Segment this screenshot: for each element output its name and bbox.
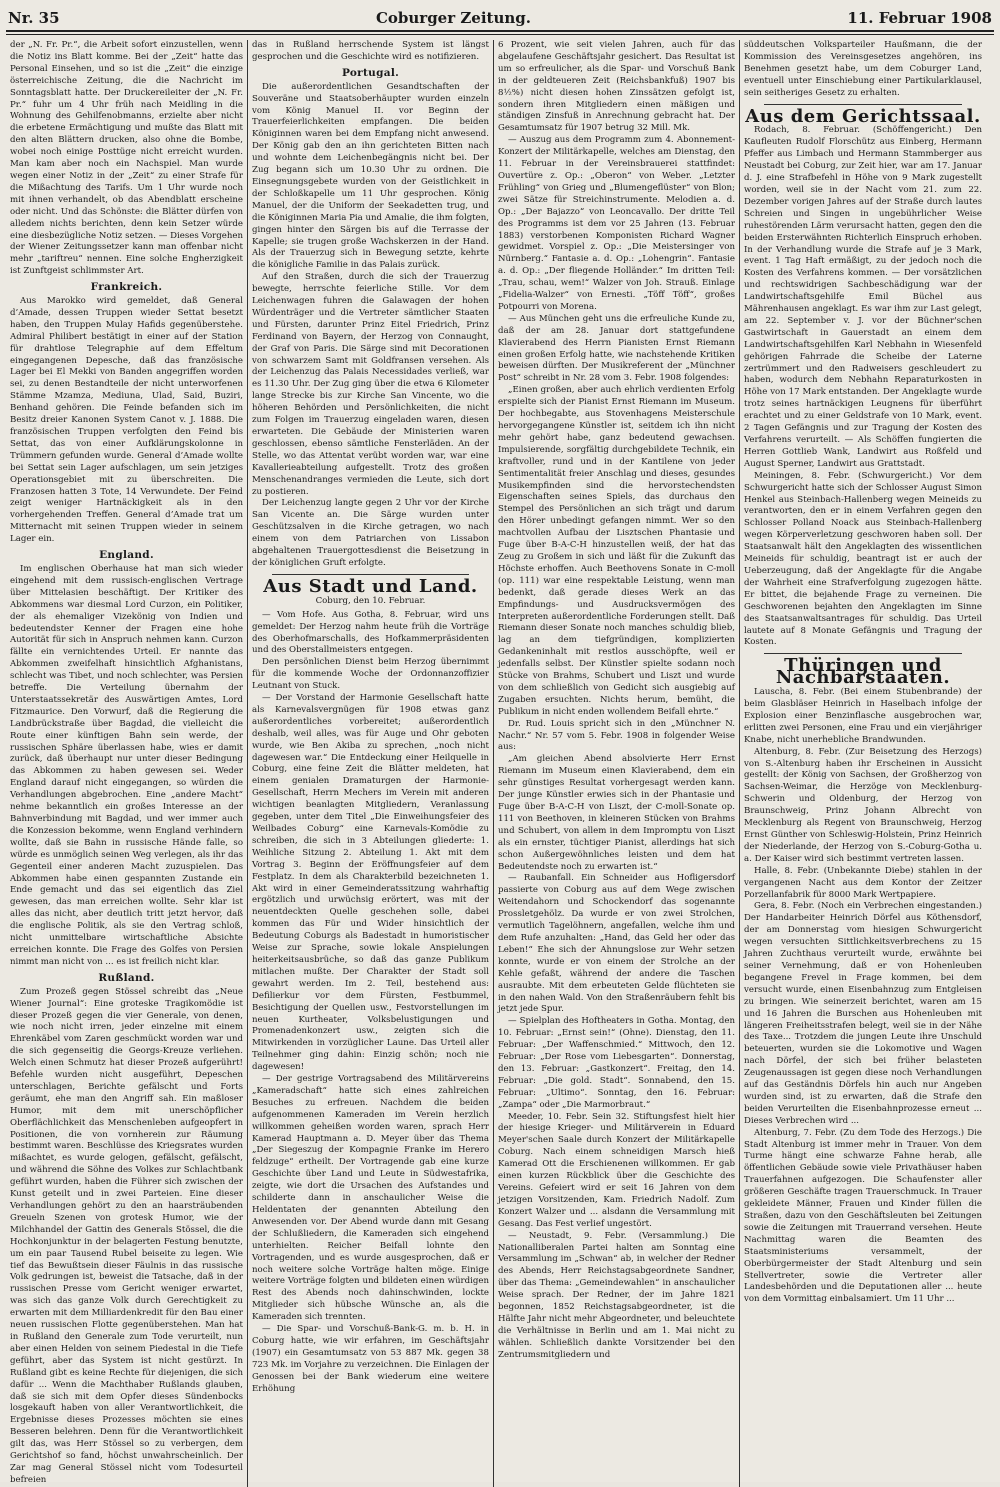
issue-number: Nr. 35 — [8, 9, 60, 27]
paragraph: Altenburg, 7. Febr. (Zu dem Tode des Herzogs.) Die Stadt Altenburg ist immer mehr in Trauer. Von dem Turme hängt eine schwarze Fahne herab, alle öffentlichen Gebäude sowie viele Privathäuser haben Trauerfahnen aufgezogen. Die Schaufenster aller größeren Geschäfte tragen Trauerschmuck. In Trauer gekleidete Männer, Frauen und Kinder füllen die Straßen, dazu von den Geschäftsleuten bei Zeitungen sowie die Zeitungen mit Trauerrand versehen. Heute Nachmittag waren die Beamten des Staatsministeriums versammelt, der Oberbürgermeister der Stadt Altenburg und sein Stellvertreter, sowie die Vertreter aller Landesbehörden und die Deputationen aller ... heute von dem Vormittag einbalsamiert. Um 11 Uhr ... — [744, 1127, 982, 1305]
separator — [764, 653, 962, 654]
header-rule-thin — [6, 34, 994, 35]
paragraph: — Spielplan des Hoftheaters in Gotha. Montag, den 10. Februar: „Ernst sein!“ (Ohne). Dienstag, den 11. Februar: „Der Waffenschmied.“ Mittwoch, den 12. Februar: „Der Rose vom Liebesgarten“. Donnerstag, den 13. Februar: „Gastkonzert“. Freitag, den 14. Februar: „Die gold. Stadt“. Sonnabend, den 15. Februar: „Ultimo“. Sonntag, den 16. Februar: „Zampa“ oder „Die Marmorbraut.“ — [498, 1016, 735, 1110]
section-heading-england: England. — [99, 549, 154, 562]
page-header — [8, 6, 992, 30]
paragraph: — Aus München geht uns die erfreuliche Kunde zu, daß der am 28. Januar dort stattgefundene Klavierabend des Herrn Pianisten Ernst Riemann einen großen Erfolg hatte, wie nachstehende Kritiken beweisen dürften. Der Musikreferent der „Münchner Post“ schreibt in Nr. 28 vom 3. Febr. 1908 folgendes: — [498, 313, 735, 384]
paragraph: — Der Vorstand der Harmonie Gesellschaft hatte als Karnevalsvergnügen für 1908 etwas ganz außerordentliches vorbereitet; außerordentlich deshalb, weil alles, was für Auge und Ohr geboten wurde, wie Ben Akiba zu sprechen, „noch nicht dagewesen war.“ Die Entdeckung einer Heilquelle in Coburg, eine feine Zeit die Blätter meldeten, hat einem genialen Dramaturgen der Harmonie-Gesellschaft, Herrn Mechers im Verein mit anderen wichtigen beanlagten Mitgliedern, Veranlassung gegeben, unter dem Titel „Die Einweihungsfeier des Weilbades Coburg“ eine Karnevals-Komödie zu schreiben, die sich in 3 Abteilungen gliederte: 1. Weihliche Sitzung 2. Abteilung 1. Akt mit dem Vortrag 3. Beginn der Eröffnungsfeier auf dem Festplatz. In dem als Charakterbild bezeichneten 1. Akt wird in einer Gemeinderatssitzung wahrhaftig ergötzlich und urwüchsig erörtert, was mit der neuentdeckten Quelle geschehen solle, dabei kommen das Für und Wider hinsichtlich der Bedeutung Coburgs als Badestadt in humoristischer Weise zur Sprache, sowie lokale Anspielungen heiterkeitsausbrüche, so daß das ganze Publikum mitlachen mußte. Der Charakter der Stadt soll gewahrt werden. Im 2. Teil, bestehend aus: Defilierkur vor dem Fürsten, Festbummel, Besichtigung der Quellen usw., Festvorstellungen im neuen Kurtheater, Volksbelustigungen und Promenadenkonzert usw., zeigten sich die Mitwirkenden in vorzüglicher Laune. Das Urteil aller Teilnehmer ging dahin: Einzig schön; noch nie dagewesen! — [252, 693, 489, 1073]
paragraph: — Der gestrige Vortragsabend des Militärvereins „Kameradschaft“ hatte sich eines zahlreichen Besuches zu erfreuen. Nachdem die beiden aufgenommenen Kameraden im Verein herzlich willkommen geheißen worden waren, sprach Herr Kamerad Hauptmann a. D. Meyer über das Thema „Der Siegeszug der Kompagnie Franke im Herero feldzuge“ ertheilt. Der Vortragende gab eine kurze Geschichte über Land und Leute in Südwestafrika, zeigte, wie dort die Ursachen des Aufstandes und schilderte dann in anschaulicher Weise die Heldentaten der genannten Abteilung den Anwesenden vor. Der Abend wurde dann mit Gesang der Schlußliedern, die Kameraden sich eingehend unterhielten. Reicher Beifall lohnte den Vortragenden, und es wurde ausgesprochen, daß er noch weitere solche Vorträge halten möge. Einige weitere Vorträge folgten und bildeten einen würdigen Rest des Abends noch dahinschwinden, lockte Mitglieder sich hübsche Wünsche an, als die Kameraden sich trennten. — [252, 1074, 489, 1323]
paragraph: — Raubanfall. Ein Schneider aus Hofligersdorf passierte von Coburg aus auf dem Wege zwischen Weitendahorn und Schockendorf das sogenannte Prossletgehölz. Da wurde er von zwei Strolchen, vermutlich Tagelöhnern, angefallen, welche ihm und dem Rufe anzuhalten: „Hand, das Geld her oder das Leben!“ Ehe sich der Ahnungslose zur Wehr setzen konnte, wurde er von einem der Strolche an der Kehle gefaßt, während der andere die Taschen ausraubte. Mit dem erbeuteten Gelde flüchteten sie in den nahen Wald. Von den Straßenräubern fehlt bis jetzt jede Spur. — [498, 873, 735, 1015]
paragraph: Auf den Straßen, durch die sich der Trauerzug bewegte, herrschte feierliche Stille. Vor dem Leichenwagen fuhren die Galawagen der hohen Würdenträger und die Vertreter sämtlicher Staaten und Fürsten, darunter Prinz Eitel Friedrich, Prinz Ferdinand von Bayern, der Herzog von Connaught, der Graf von Paris. Die Särge sind mit Decorationen von schwarzem Samt mit Goldfransen versehen. Als der Leichenzug das Palais Necessidades verließ, war es 11.30 Uhr. Der Zug ging über die etwa 6 Kilometer lange Strecke bis zur Kirche San Vincente, wo die höheren Behörden und Persönlichkeiten, die nicht zum Folgen im Trauerzug eingeladen waren, diesen erwarteten. Die Gebäude der Ministerien waren geschlossen, ebenso sämtliche Fensterläden. An der Stelle, wo das Attentat verübt worden war, war eine Kavallerieabteilung aufgestellt. Trotz des großen Menschenandranges vermieden die Leute, sich dort zu postieren. — [252, 272, 489, 497]
paragraph: der „N. Fr. Pr.“, die Arbeit sofort einzustellen, wenn die Notiz ins Blatt komme. Bei der „Zeit“ hatte das Personal Einsehen, und so ist die „Zeit“ die einzige österreichische Zeitung, die die Nachricht im Sonntagsblatt hatte. Der Druckereileiter der „N. Fr. Pr.“ fuhr um 4 Uhr früh nach Meidling in die Wohnung des Gehilfenobmanns, erzielte aber nicht die erbetene Ermächtigung und mußte das Blatt mit den alten Blättern drucken, also ohne die Bombe, wobei noch einige Posttüge nicht erreicht wurden. Man kam aber noch ein Nachspiel. Man wurde wegen einer Notiz in der „Zeit“ zu einer Strafe für die Mißachtung des Tarifs. Um 1 Uhr wurde noch mit ihnen verhandelt, ob das Abendblatt erscheine oder nicht. Und das Schönste: die Blätter dürfen von alledem nichts berichten, denn kein Setzer würde eine diesbezügliche Notiz setzen. — Dieses Vorgehen der Wiener Zeitungssetzer kann man offenbar nicht mehr „tariftreu“ nennen. Eine solche Engherzigkeit ist Zunftgeist schlimmster Art. — [10, 40, 243, 277]
section-heading-gerichtssaal: Aus dem Gerichtssaal. — [745, 105, 981, 127]
section-heading-russland: Rußland. — [98, 971, 155, 984]
paragraph: Rodach, 8. Februar. (Schöffengericht.) Den Kaufleuten Rudolf Florschütz aus Einberg, Hermann Pfeffer aus Limbach und Hermann Stammberger aus Neustadt bei Coburg, zur Zeit hier, war am 17. Januar d. J. eine Strafbefehl in Höhe von 9 Mark zugestellt worden, weil sie in der Nacht vom 21. zum 22. Dezember vorigen Jahres auf der Straße durch lautes Schreien und Singen in ungebührlicher Weise ruhestörenden Lärm verursacht hatten, gegen den die beiden Ersterwähnten Richterlich Einspruch erhoben. In der Verhandlung wurde die Strafe auf je 3 Mark, event. 1 Tag Haft ermäßigt, zu der jedoch noch die Kosten des Verfahrens kommen. — Der vorsätzlichen und rechtswidrigen Sachbeschädigung war der Landwirtschaftsgehilfe Emil Büchel aus Mährenhausen angeklagt. Es war ihm zur Last gelegt, am 22. September v. J. vor der Büchner'schen Gastwirtschaft in Gauerstadt an einem dem Landwirtschaftsgehilfen Karl Nebhahn in Wiesenfeld gehörigen Fahrrade die Scheibe der Laterne zertrümmert und den Radweisers geschleudert zu haben, wodurch dem Nebhahn Reparaturkosten in Höhe von 17 Mark entstanden. Der Angeklagte wurde trotz seines hartnäckigen Leugnens für überführt erachtet und zu einer Geldstrafe von 10 Mark, event. 2 Tagen Gefängnis und zur Tragung der Kosten des Verfahrens verurteilt. — Als Schöffen fungierten die Herren Gottlieb Wank, Landwirt aus Roßfeld und August Sperner, Landwirt aus Grattstadt. — [744, 125, 982, 469]
column-2 — [248, 40, 494, 1487]
paragraph: das in Rußland herrschende System ist längst gesprochen und die Geschichte wird es notifizieren. — [252, 40, 489, 62]
paragraph: — Die Spar- und Vorschuß-Bank-G. m. b. H. in Coburg hatte, wie wir erfahren, im Geschäftsjahr (1907) ein Gesamtumsatz von 53 887 Mk. gegen 38 723 Mk. im Vorjahre zu verzeichnen. Die Einlagen der Genossen bei der Bank wiederum eine weitere Erhöhung — [252, 1324, 489, 1394]
issue-date: 11. Februar 1908 — [847, 9, 992, 27]
paragraph: Den persönlichen Dienst beim Herzog übernimmt für die kommende Woche der Ordonnanzoffizier Leutnant von Stuck. — [252, 657, 489, 692]
separator — [272, 574, 469, 575]
paragraph: Aus Marokko wird gemeldet, daß General d’Amade, dessen Truppen wieder Settat besetzt haben, den Truppen Mulay Hafids gegenüberstehe. Admiral Philibert bestätigt in einer auf der Station für drahtlose Telegraphie auf dem Effeltum eingegangenen Depesche, daß das französische Lager bei El Mekki von Banden angegriffen worden sei, zu denen Bestandteile der nicht unterworfenen Stämme Mzamza, Mediuna, Ulad, Said, Buziri, Benhand gehören. Die Feinde befanden sich im Besitz dreier Kanonen System Canot v. J. 1888. Die französischen Truppen verfolgten den Feind bis Settat, das von einer Aufklärungskolonne in Trümmern gefunden wurde. General d’Amade wollte bei Settat sein Lager aufschlagen, um sein jetziges Operationsgebiet mit zu überschreiten. Die Franzosen hatten 3 Tote, 14 Verwundete. Der Feind zeigt weniger Hartnäckigkeit als in den vorhergehenden Treffen. General d’Amade trat um Mitternacht mit seinen Truppen wieder in seinem Lager ein. — [10, 296, 243, 545]
paragraph: Halle, 8. Febr. (Unbekannte Diebe) stahlen in der vergangenen Nacht aus dem Kontor der Zeitzer Porzellanfabrik für 8000 Mark Wertpapiere. — [744, 865, 982, 900]
paragraph: „Am gleichen Abend absolvierte Herr Ernst Riemann im Museum einen Klavierabend, dem ein sehr günstiges Resultat vorhergesagt werden kann. Der junge Künstler erwies sich in der Phantasie und Fuge über B-A-C-H von Liszt, der C-moll-Sonate op. 111 von Beethoven, in kleineren Stücken von Brahms und Schubert, von allem in dem Impromptu von Liszt als ein ernster, tüchtiger Pianist, allerdings hat sich schon Außergewöhnliches leisten und dem hat Bedeutendste noch zu erwarten ist.“ — [498, 754, 735, 872]
paragraph: Altenburg, 8. Febr. (Zur Beisetzung des Herzogs) von S.-Altenburg haben ihr Erscheinen in Aussicht gestellt: der König von Sachsen, der Großherzog von Sachsen-Weimar, die Herzöge von Mecklenburg-Schwerin und Oldenburg, der Herzog von Braunschweig, Prinz Johann Albrecht von Mecklenburg als Regent von Braunschweig, Herzog Ernst Günther von Schleswig-Holstein, Prinz Heinrich der Niederlande, der Herzog von S.-Coburg-Gotha u. a. Der Kaiser wird sich bestimmt vertreten lassen. — [744, 746, 982, 864]
section-heading-frankreich: Frankreich. — [90, 281, 163, 294]
paragraph: Die außerordentlichen Gesandtschaften der Souveräne und Staatsoberhäupter wurden einzeln vom König Manuel II. vor Beginn der Trauerfeierlichkeiten empfangen. Die beiden Königinnen waren bei dem Empfang nicht anwesend. Der König gab den an ihn gerichteten Bitten nach und wohnte dem Leichenbegängnis nicht bei. Der Zug begann sich um 10.30 Uhr zu ordnen. Die Einsegnungsgebete wurden von der Geistlichkeit in der Schloßkapelle um 11 Uhr gesprochen. König Manuel, der die Uniform der Seekadetten trug, und die Königinnen Maria Pia und Amalie, die ihm folgten, gingen hinter den Särgen bis auf die Terrasse der Kapelle; sie trugen große Wachskerzen in der Hand. Als der Trauerzug sich in Bewegung setzte, kehrte die königliche Familie in das Palais zurück. — [252, 81, 489, 271]
paragraph: — Neustadt, 9. Febr. (Versammlung.) Die Nationalliberalen Partei halten am Sonntag eine Versammlung im „Schwan“ ab, in welcher der Redner des Abends, Herr Reichstagsabgeordnete Sandner, über das Thema: „Gemeindewahlen“ in anschaulicher Weise sprach. Der Redner, der im Jahre 1821 begonnen, 1852 Reichstagsabgeordneter, ist die Hälfte Jahr nicht mehr Abgeordneter, und beleuchtete die Verhältnisse in Berlin und am 1. Mai nicht zu wählen. Schließlich dankte Vorsitzender bei den Zentrumsmitgliedern und — [498, 1230, 735, 1360]
newspaper-title: Coburger Zeitung. — [375, 9, 531, 27]
paragraph: Meiningen, 8. Febr. (Schwurgericht.) Vor dem Schwurgericht hatte sich der Schlosser August Simon Henkel aus Steinbach-Hallenberg wegen Meineids zu verantworten, den er in einem Verfahren gegen den Schlosser Polland Noack aus Steinbach-Hallenberg wegen Körperverletzung geschworen haben soll. Der Staatsanwalt hält den Angeklagten des wissentlichen Meineids für schuldig, beantragt ist er auch der Ueberzeugung, daß der Angeklagte für die Angabe der Wahrheit eine Strafverfolgung zugezogen hätte. Er bittet, die bejahende Frage zu verneinen. Die Geschworenen bejahten den Angeklagten im Sinne des Staatsanwaltsantrages für schuldig. Das Urteil lautete auf 8 Monate Gefängnis und Tragung der Kosten. — [744, 470, 982, 648]
paragraph: Lauscha, 8. Febr. (Bei einem Stubenbrande) der beim Glasbläser Heinrich in Haselbach infolge der Explosion einer Benzinflasche ausgebrochen war, erlitten zwei Personen, eine Frau und ein vierjähriger Knabe, nicht unerhebliche Brandwunden. — [744, 687, 982, 745]
paragraph: Meeder, 10. Febr. Sein 32. Stiftungsfest hielt hier der hiesige Krieger- und Militärverein in Eduard Meyer'schen Saale durch Konzert der Militärkapelle Coburg. Nach einem schneidigen Marsch hieß Kamerad Ott die Erschienenen willkommen. Er gab einen kurzen Rückblick über die Geschichte des Vereins. Gefeiert wird er seit 16 Jahren von dem jetzigen Vorsitzenden, Kam. Friedrich Nadolf. Zum Konzert Walzer und ... alsdann die Versammlung mit Gesang. Das Fest verlief ungestört. — [498, 1111, 735, 1229]
column-3 — [494, 40, 740, 1487]
section-heading-thueringen: Thüringen und Nachbarstaaten. — [775, 655, 951, 689]
section-heading-stadt-und-land: Aus Stadt und Land. — [263, 575, 478, 597]
paragraph: Dr. Rud. Louis spricht sich in den „Münchner N. Nachr.“ Nr. 57 vom 5. Febr. 1908 in folgender Weise aus: — [498, 718, 735, 753]
paragraph: — Vom Hofe. Aus Gotha, 8. Februar, wird uns gemeldet: Der Herzog nahm heute früh die Vorträge des Oberhofmarschalls, des Hofkammerpräsidenten und des Oberstallmeisters entgegen. — [252, 609, 489, 656]
paragraph: „Einen großen, aber auch ehrlich verdienten Erfolg erspielte sich der Pianist Ernst Riemann im Museum. Der hochbegabte, aus Stovenhagens Meisterschule hervorgegangene Künstler ist, seitdem ich ihn nicht mehr gehört habe, ganz bedeutend gewachsen. Impulsierende, sorgfältig durchgebildete Technik, ein kraftvoller, rund und in der Kantilene von jeder Sentimentalität freier Anschlag und dieses, gesundes Musikempfinden sind die hervorstechendsten Eigenschaften seines Spiels, das durchaus den Stempel des Persönlichen an sich trägt und darum den Hörer unbedingt gefangen nimmt. Wer so den machtvollen Aufbau der Lisztschen Phantasie und Fuge über B-A-C-H hinzustellen weiß, der hat das Zeug zu Großem in sich und läßt für die Zukunft das Höchste erhoffen. Auch Beethovens Sonate in C-moll (op. 111) war eine respektable Leistung, wenn man bedenkt, daß gerade dieses Werk an das Empfindungs- und Ausdrucksvermögen des Interpreten außerordentliche Forderungen stellt. Daß Riemann dieser Sonate noch manches schuldig blieb, lag an dem tiefgründigen, komplizierten Gedankeninhalt mit restlos ausschöpfte, weil er jedenfalls selbst. Der Künstler spielte sodann noch Stücke von Brahms, Schubert und Liszt und wurde von dem schließlich von Gedicht sich ausgiebig auf Zugaben ersuchten. Nichts herum, bemüht, die Publikum in nicht enden wollendem Beifall ehrte.“ — [498, 385, 735, 717]
column-4 — [740, 40, 986, 1487]
dateline: Coburg, den 10. Februar. — [315, 595, 426, 606]
paragraph: — Auszug aus dem Programm zum 4. Abonnement-Konzert der Militärkapelle, welches am Dienstag, den 11. Februar in der Vereinsbrauerei stattfindet: Ouvertüre z. Op.: „Oberon“ von Weber. „Letzter Frühling“ von Grieg und „Blumengeflüster“ von Blon; zwei Sätze für Streichinstrumente. Melodien a. d. Op.: „Der Bajazzo“ von Leoncavallo. Der dritte Teil des Programms ist dem vor 25 Jahren (13. Februar 1883) verstorbenen Komponisten Richard Wagner gewidmet. Vorspiel z. Op.: „Die Meistersinger von Nürnberg.“ Fantasie a. d. Op.: „Lohengrin“. Fantasie a. d. Op.: „Der fliegende Holländer.“ Im dritten Teil: „Trau, schau, wem!“ Walzer von Joh. Strauß. Einlage „Fidelia-Walzer“ von Ernesti. „Töff Töff“, großes Potpourri von Morena. — [498, 135, 735, 312]
paragraph: 6 Prozent, wie seit vielen Jahren, auch für das abgelaufene Geschäftsjahr gesichert. Das Resultat ist um so erfreulicher, als die Spar- und Vorschuß Bank in der geldteueren Zeit (Reichsbankfuß) 1907 bis 8½%) nicht diesen hohen Zinssätzen gefolgt ist, sondern ihren Mitgliedern einen mäßigen und ständigen Zinsfuß in Anrechnung gebracht hat. Der Gesamtumsatz für 1907 betrug 32 Mill. Mk. — [498, 40, 735, 134]
paragraph: Zum Prozeß gegen Stössel schreibt das „Neue Wiener Journal“: Eine groteske Tragikomödie ist dieser Prozeß gegen die vier Generale, von denen, wie noch nicht irren, jeder einzelne mit einem Ehrenkäbel vom Zaren geschmückt worden war und die sich gegenseitig die Georgs-Kreuze verliehen. Welch einen Schmutz hat dieser Prozeß aufgerührt! Befehle wurden nicht ausgeführt, Depeschen unterschlagen, Berichte gefälscht und Forts geräumt, ehe man den Angriff sah. Ein maßloser Humor, mit dem mit unerschöpflicher Oberflächlichkeit das Menschenleben aufgeopfert in Positionen, die von vornherein zur Räumung bestimmt waren. Beschlüsse des Kriegsrates wurden mißachtet, es wurde gelogen, gefälscht, gefälscht, und während die Söhne des Volkes zur Schlachtbank geführt wurden, haben die Führer sich zwischen der Kunst geteilt und in zwei Parteien. Eine dieser Verhandlungen gehört zu den an haarsträubenden Greueln Szenen von grotesk Humor, wie der Milchhandel der Gattin des Generals Stössel, die die Hochkonjunktur in der belagerten Festung benutzte, um ein paar Tausend Rubel beiseite zu legen. Wie tief das Bewußtsein dieser Fäulnis in das russische Volk gedrungen ist, beweist die Tatsache, daß in der russischen Presse vom Gericht weniger erwartet, was sich das ganze Volk durch Gerechtigkeit zu erwarten mit dem Milliardenkredit für den Bau einer neuen russischen Flotte gegenüberstehen. Man hat in Rußland den Generale zum Tode verurteilt, nun aber einen Helden von seinem Piedestal in die Tiefe geführt, aber das System ist nicht gestürzt. In Rußland gibt es keine Rechte für diejenigen, die sich dafür ... Wenn die Machthaber Rußlands glauben, daß sie sich mit dem Opfer dieses Sündenbocks losgekauft haben von aller Verantwortlichkeit, die Ergebnisse dieses Prozesses möchten sie eines Besseren belehren. Denn für die Verantwortlichkeit gilt das, was Herr Stössel so zu verbergen, dem Gerichtshof so fand, höchst unwahrscheinlich. Der Zar mag General Stössel nicht vom Todesurteil befreien — [10, 986, 243, 1485]
paragraph: Der Leichenzug langte gegen 2 Uhr vor der Kirche San Vicente an. Die Särge wurden unter Geschützsalven in die Kirche getragen, wo nach einem von dem Patriarchen von Lissabon abgehaltenen Trauergottesdienst die Beisetzung in der königlichen Gruft erfolgte. — [252, 498, 489, 568]
columns — [6, 40, 994, 1485]
header-rule — [6, 30, 994, 32]
paragraph: Gera, 8. Febr. (Noch ein Verbrechen eingestanden.) Der Handarbeiter Heinrich Dörfel aus Köthensdorf, der am Donnerstag vom hiesigen Schwurgericht wegen versuchten Sittlichkeitsverbrechens zu 15 Jahren Zuchthaus verurteilt wurde, erwähnte bei seiner Vernehmung, daß er von Hohenleuben begangene Frevel in Frage kommen, bei dem versucht wurde, einen Eisenbahnzug zum Entgleisen zu bringen. Wie seinerzeit berichtet, waren am 15 und 16 Jahren die Burschen aus Hohenleuben mit längeren Freiheitsstrafen belegt, weil sie in der Nähe des Taxe... Trotzdem die jungen Leute ihre Unschuld beteuerten, wurden sie die Lokomotive und Wagen nach Dörfel, der sich bei früher belasteten Zeugenaussagen ist gegen diese noch Verhandlungen auf das Geständnis Dörfels hin auch nur Angeben wurden sind, ist zu erwarten, daß die Strafe den beiden Verurteilten die Eisenbahnprozesse erneut ... Dieses Verbrechen wird ... — [744, 901, 982, 1126]
column-1 — [6, 40, 248, 1487]
section-heading-portugal: Portugal. — [341, 66, 400, 79]
separator — [764, 104, 962, 105]
paragraph: Im englischen Oberhause hat man sich wieder eingehend mit dem russisch-englischen Vertrage über Mittelasien beschäftigt. Der Kritiker des Abkommens war diesmal Lord Curzon, ein Politiker, der als ehemaliger Vizekönig von Indien und bedeutendster Kenner der Fragen eine hohe Autorität für sich in Anspruch nehmen kann. Curzon fällte ein vernichtendes Urteil. Er nannte das Abkommen zweifelhaft hinsichtlich Afghanistans, schlecht was Tibet, und noch schlechter, was Persien betreffe. Die Verteilung übernahm der Unterstaatssekretär des Auswärtigen Amtes, Lord Fitzmaurice. Den Vorwurf, daß die Regierung die Landbrückstraße über Bagdad, die vielleicht die Route einer künftigen Bahn sein werde, der russischen Sphäre überlassen habe, wies er damit zurück, daß überhaupt nur unter dieser Bedingung das Abkommen zu haben gewesen sei. Weder England darauf nicht eingegangen, so würden die Verhandlungen abgebrochen. Eine „andere Macht“ nehme bekanntlich ein großes Interesse an der Bahnverbindung mit Bagdad, und wer immer auch die Konzession bekomme, wenn England verhindern wollte, daß sie Bahn in russische Hände falle, so würde es unmöglich seinen Weg verlegen, als ihr das Gegenteil einer anderen Macht zuzuspielen. Das Abkommen habe einen gespannten Zustande ein Ende gemacht und das sei eigentlich das Ziel gewesen, das man erreichen wollte. Sehr klar ist alles das nicht, aber deutlich tritt jetzt hervor, daß die englische Politik, als sie den Vertrag schloß, nicht unmittelbare wirtschaftliche Absichte erreichen konnte. Die Frage des Golfes von Persien nimmt man nicht von ... es ist freilich nicht klar. — [10, 563, 243, 967]
paragraph: süddeutschen Volksparteiler Haußmann, die der Kommission des Vereinsgesetzes angehören, ins Benehmen gesetzt habe, um dem Coburger Land, eventuell unter Einschiebung einer Partikularklausel, sein seitheriges Gesetz zu erhalten. — [744, 40, 982, 98]
